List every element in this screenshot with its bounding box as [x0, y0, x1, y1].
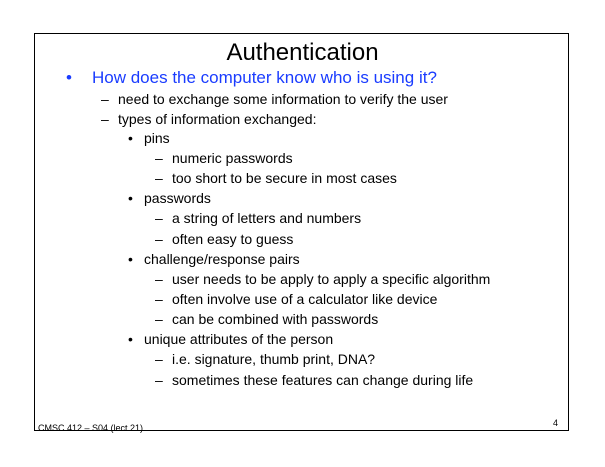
bullet-marker: •: [128, 251, 133, 267]
list-item: [101, 91, 448, 107]
list-item: [155, 351, 375, 367]
list-item: [155, 372, 473, 388]
list-item: [128, 190, 211, 206]
list-item-text: numeric passwords: [172, 150, 293, 166]
slide-title: Authentication: [226, 39, 379, 66]
bullet-marker: •: [128, 331, 133, 347]
list-item: [155, 210, 361, 226]
list-item-text: challenge/response pairs: [144, 251, 300, 267]
list-item: [101, 111, 316, 127]
list-item: [128, 251, 300, 267]
list-item-text: passwords: [144, 190, 211, 206]
dash-marker: –: [155, 150, 163, 166]
list-item-text: sometimes these features can change during life: [172, 372, 474, 388]
dash-marker: –: [155, 210, 163, 226]
list-item: [155, 170, 397, 186]
dash-marker: –: [155, 271, 163, 287]
list-item: [155, 150, 293, 166]
bullet-marker: •: [128, 190, 133, 206]
list-item-text: a string of letters and numbers: [172, 210, 362, 226]
main-bullet-text: How does the computer know who is using it?: [92, 68, 437, 87]
list-item-text: user needs to be apply to apply a specific algorithm: [172, 271, 491, 287]
list-item-text: often involve use of a calculator like device: [172, 291, 438, 307]
list-item-text: unique attributes of the person: [144, 331, 334, 347]
dash-marker: –: [155, 311, 163, 327]
list-item: [128, 130, 170, 146]
list-item-text: i.e. signature, thumb print, DNA?: [172, 351, 376, 367]
dash-marker: –: [155, 351, 163, 367]
bullet-marker: •: [128, 130, 133, 146]
dash-marker: –: [101, 91, 109, 107]
dash-marker: –: [155, 372, 163, 388]
page-number: 4: [553, 418, 559, 428]
list-item-text: often easy to guess: [172, 231, 294, 247]
list-item-text: too short to be secure in most cases: [172, 170, 397, 186]
list-item-text: need to exchange some information to verify the user: [118, 91, 448, 107]
list-item: [155, 271, 490, 287]
list-item-text: types of information exchanged:: [118, 111, 317, 127]
dash-marker: –: [155, 170, 163, 186]
list-item: [155, 311, 378, 327]
dash-marker: –: [155, 291, 163, 307]
dash-marker: –: [155, 231, 163, 247]
list-item: [128, 331, 333, 347]
dash-marker: –: [101, 111, 109, 127]
main-bullet: [66, 68, 437, 88]
main-bullet-marker: •: [66, 68, 72, 87]
course-footer: CMSC 412 – S04 (lect 21): [38, 423, 144, 433]
list-item-text: pins: [144, 130, 170, 146]
list-item-text: can be combined with passwords: [172, 311, 379, 327]
list-item: [155, 291, 437, 307]
list-item: [155, 231, 293, 247]
